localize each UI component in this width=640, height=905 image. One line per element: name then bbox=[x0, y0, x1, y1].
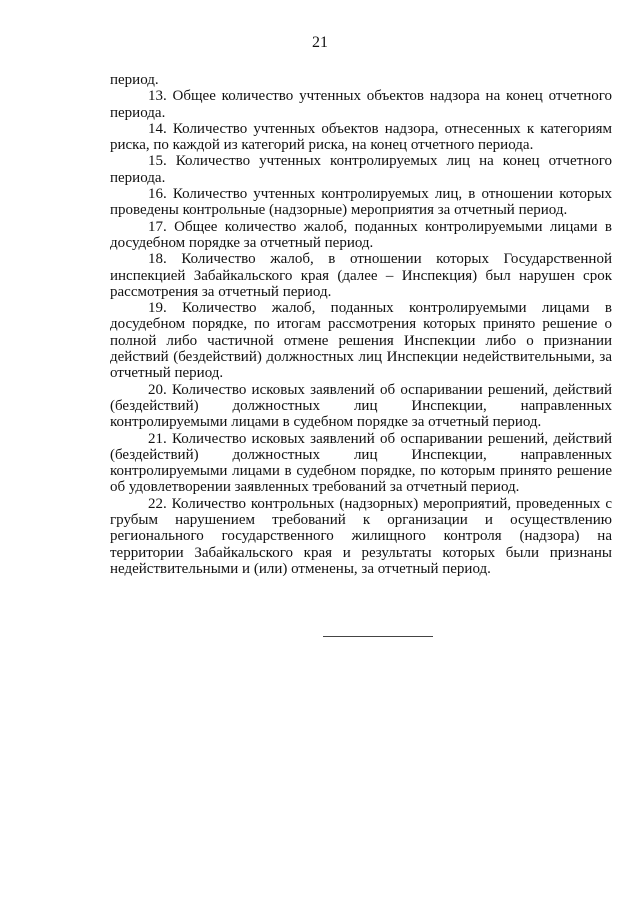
document-body bbox=[110, 72, 612, 577]
paragraph-item-19: 19. Количество жалоб, поданных контролируемыми лицами в досудебном порядке, по итогам рассмотрения которых принято решение о полной либо частичной отмене решения Инспекции либо о признании действий (бездействий) должностных лиц Инспекции недействительными, за отчетный период. bbox=[110, 300, 612, 382]
paragraph-item-18: 18. Количество жалоб, в отношении которых Государственной инспекцией Забайкальского края (далее – Инспекция) был нарушен срок рассмотрения за отчетный период. bbox=[110, 251, 612, 300]
paragraph-item-17: 17. Общее количество жалоб, поданных контролируемыми лицами в досудебном порядке за отчетный период. bbox=[110, 218, 612, 251]
paragraph-continuation: период. bbox=[110, 72, 159, 88]
end-of-document-rule bbox=[323, 636, 433, 637]
paragraph-item-15: 15. Количество учтенных контролируемых лиц на конец отчетного периода. bbox=[110, 153, 612, 186]
paragraph-item-13: 13. Общее количество учтенных объектов надзора на конец отчетного периода. bbox=[110, 88, 612, 121]
paragraph-item-14: 14. Количество учтенных объектов надзора, отнесенных к категориям риска, по каждой из категорий риска, на конец отчетного периода. bbox=[110, 120, 612, 154]
paragraph-item-22: 22. Количество контрольных (надзорных) мероприятий, проведенных с грубым нарушением требований к организации и осуществлению регионального государственного жилищного контроля (надзора) на территории Забайкальского края и результаты которых были признаны недействительными и (или) отменены, за отчетный период. bbox=[110, 495, 612, 577]
paragraph-item-16: 16. Количество учтенных контролируемых лиц, в отношении которых проведены контрольные (надзорные) мероприятия за отчетный период. bbox=[110, 186, 612, 219]
paragraph-item-20: 20. Количество исковых заявлений об оспаривании решений, действий (бездействий) должностных лиц Инспекции, направленных контролируемыми лицами в судебном порядке за отчетный период. bbox=[110, 381, 612, 431]
page-number: 21 bbox=[312, 34, 328, 51]
paragraph-item-21: 21. Количество исковых заявлений об оспаривании решений, действий (бездействий) должностных лиц Инспекции, направленных контролируемыми лицами в судебном порядке, по которым принято решение об удовлетворении заявленных требований за отчетный период. bbox=[110, 430, 612, 496]
